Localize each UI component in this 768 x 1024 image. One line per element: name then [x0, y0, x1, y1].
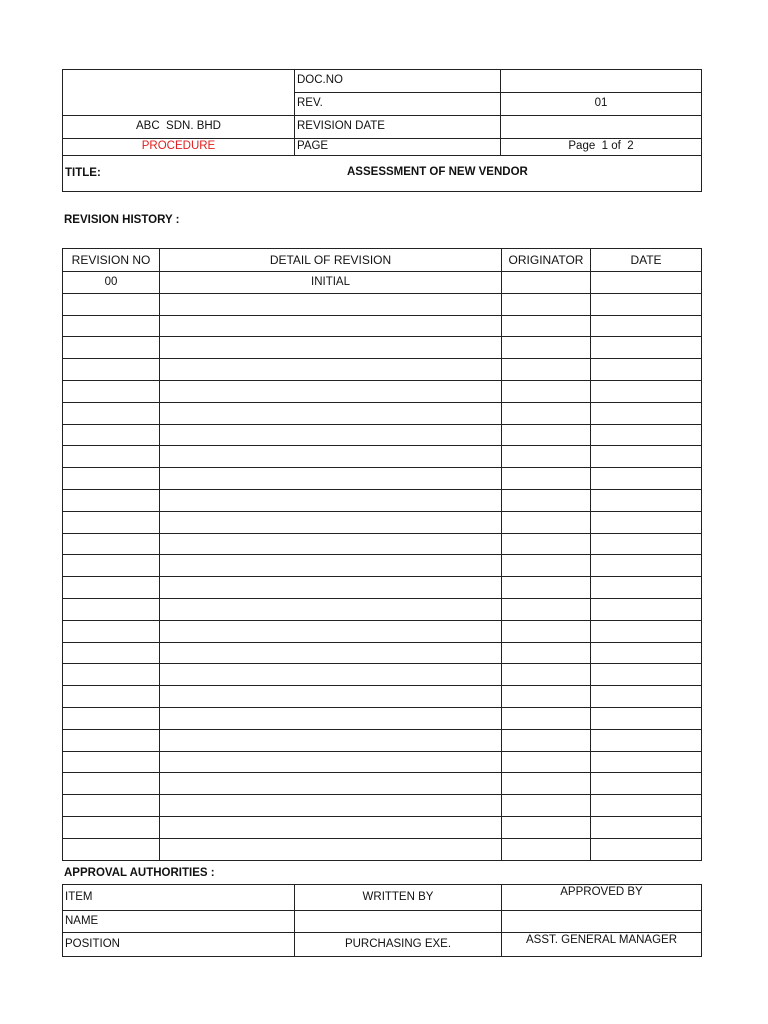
table-row [63, 315, 702, 337]
originator-cell [502, 773, 591, 795]
revision-no-cell [63, 598, 160, 620]
approval-row-position [63, 933, 702, 957]
approval-position-label: POSITION [63, 933, 295, 957]
date-cell [591, 773, 702, 795]
revision-no-cell [63, 555, 160, 577]
approval-item-label: ITEM [63, 885, 295, 911]
approval-written-by-position: PURCHASING EXE. [295, 933, 502, 957]
detail-of-revision-cell [160, 620, 502, 642]
revision-rows [63, 272, 702, 861]
table-row [63, 577, 702, 599]
date-cell [591, 642, 702, 664]
document-title: ASSESSMENT OF NEW VENDOR [347, 166, 528, 178]
approval-authorities-label: APPROVAL AUTHORITIES : [64, 867, 215, 879]
revision-no-cell [63, 773, 160, 795]
detail-of-revision-cell [160, 598, 502, 620]
table-row [63, 424, 702, 446]
revision-no-cell [63, 795, 160, 817]
originator-cell [502, 359, 591, 381]
table-row [63, 686, 702, 708]
revision-no-cell [63, 838, 160, 860]
approval-approved-by-header: APPROVED BY [502, 885, 702, 911]
date-cell [591, 402, 702, 424]
detail-of-revision-cell [160, 446, 502, 468]
originator-cell [502, 337, 591, 359]
approval-table [62, 884, 702, 957]
page-value: Page 1 of 2 [501, 139, 702, 156]
detail-of-revision-cell [160, 380, 502, 402]
table-row [63, 293, 702, 315]
originator-cell [502, 795, 591, 817]
date-cell [591, 816, 702, 838]
date-cell [591, 686, 702, 708]
rev-value: 01 [501, 93, 702, 116]
table-row [63, 468, 702, 490]
title-cell [63, 156, 702, 192]
originator-cell [502, 533, 591, 555]
originator-cell [502, 402, 591, 424]
originator-cell [502, 380, 591, 402]
date-cell [591, 751, 702, 773]
company-name: ABC SDN. BHD [63, 116, 295, 139]
originator-cell [502, 293, 591, 315]
detail-of-revision-cell [160, 816, 502, 838]
table-row [63, 838, 702, 860]
detail-of-revision-cell [160, 686, 502, 708]
originator-cell [502, 489, 591, 511]
originator-cell [502, 577, 591, 599]
table-row [63, 533, 702, 555]
detail-of-revision-cell [160, 402, 502, 424]
date-cell [591, 598, 702, 620]
detail-of-revision-cell [160, 293, 502, 315]
table-row [63, 707, 702, 729]
detail-of-revision-cell [160, 424, 502, 446]
table-row [63, 795, 702, 817]
detail-of-revision-cell [160, 664, 502, 686]
detail-of-revision-cell [160, 511, 502, 533]
logo-cell [63, 70, 295, 116]
originator-cell [502, 751, 591, 773]
table-row [63, 272, 702, 294]
date-cell [591, 446, 702, 468]
date-cell [591, 664, 702, 686]
page-label: PAGE [295, 139, 501, 156]
table-row [63, 359, 702, 381]
revision-date-value [501, 116, 702, 139]
approval-row-name [63, 911, 702, 933]
detail-of-revision-cell [160, 468, 502, 490]
detail-of-revision-cell [160, 642, 502, 664]
detail-of-revision-cell: INITIAL [160, 272, 502, 294]
table-row [63, 816, 702, 838]
revision-no-cell [63, 729, 160, 751]
table-row [63, 642, 702, 664]
date-cell [591, 838, 702, 860]
approval-name-label: NAME [63, 911, 295, 933]
originator-cell [502, 555, 591, 577]
table-row [63, 511, 702, 533]
title-label: TITLE: [65, 166, 101, 179]
revision-history-table [62, 248, 702, 861]
date-cell [591, 533, 702, 555]
date-cell [591, 489, 702, 511]
revision-header-row [63, 249, 702, 272]
date-cell [591, 620, 702, 642]
detail-of-revision-cell [160, 489, 502, 511]
revision-date-label: REVISION DATE [295, 116, 501, 139]
detail-of-revision-cell [160, 707, 502, 729]
col-originator: ORIGINATOR [502, 249, 591, 272]
detail-of-revision-cell [160, 359, 502, 381]
date-cell [591, 315, 702, 337]
revision-no-cell [63, 533, 160, 555]
originator-cell [502, 446, 591, 468]
table-row [63, 555, 702, 577]
detail-of-revision-cell [160, 773, 502, 795]
revision-no-cell: 00 [63, 272, 160, 294]
originator-cell [502, 598, 591, 620]
date-cell [591, 272, 702, 294]
approval-written-by-header: WRITTEN BY [295, 885, 502, 911]
table-row [63, 446, 702, 468]
revision-no-cell [63, 315, 160, 337]
revision-no-cell [63, 751, 160, 773]
originator-cell [502, 468, 591, 490]
originator-cell [502, 424, 591, 446]
revision-no-cell [63, 337, 160, 359]
table-row [63, 751, 702, 773]
originator-cell [502, 686, 591, 708]
revision-no-cell [63, 446, 160, 468]
detail-of-revision-cell [160, 555, 502, 577]
doc-no-value [501, 70, 702, 93]
originator-cell [502, 620, 591, 642]
detail-of-revision-cell [160, 838, 502, 860]
revision-no-cell [63, 664, 160, 686]
originator-cell [502, 838, 591, 860]
originator-cell [502, 664, 591, 686]
date-cell [591, 729, 702, 751]
revision-no-cell [63, 707, 160, 729]
revision-no-cell [63, 359, 160, 381]
table-row [63, 598, 702, 620]
date-cell [591, 337, 702, 359]
col-detail-of-revision: DETAIL OF REVISION [160, 249, 502, 272]
revision-history-label: REVISION HISTORY : [64, 214, 180, 226]
revision-no-cell [63, 489, 160, 511]
table-row [63, 729, 702, 751]
date-cell [591, 555, 702, 577]
approval-written-by-name [295, 911, 502, 933]
revision-no-cell [63, 642, 160, 664]
date-cell [591, 468, 702, 490]
originator-cell [502, 816, 591, 838]
rev-label: REV. [295, 93, 501, 116]
detail-of-revision-cell [160, 577, 502, 599]
originator-cell [502, 729, 591, 751]
revision-no-cell [63, 424, 160, 446]
revision-no-cell [63, 816, 160, 838]
revision-no-cell [63, 620, 160, 642]
date-cell [591, 511, 702, 533]
table-row [63, 402, 702, 424]
date-cell [591, 577, 702, 599]
detail-of-revision-cell [160, 795, 502, 817]
approval-approved-by-position: ASST. GENERAL MANAGER [502, 933, 702, 957]
date-cell [591, 795, 702, 817]
date-cell [591, 380, 702, 402]
detail-of-revision-cell [160, 315, 502, 337]
table-row [63, 489, 702, 511]
doc-type: PROCEDURE [63, 139, 295, 156]
detail-of-revision-cell [160, 729, 502, 751]
originator-cell [502, 315, 591, 337]
table-row [63, 664, 702, 686]
revision-no-cell [63, 511, 160, 533]
revision-no-cell [63, 380, 160, 402]
date-cell [591, 359, 702, 381]
revision-no-cell [63, 686, 160, 708]
col-revision-no: REVISION NO [63, 249, 160, 272]
revision-no-cell [63, 577, 160, 599]
originator-cell [502, 511, 591, 533]
detail-of-revision-cell [160, 337, 502, 359]
document-header-table [62, 69, 702, 192]
date-cell [591, 293, 702, 315]
approval-row-item [63, 885, 702, 911]
detail-of-revision-cell [160, 533, 502, 555]
originator-cell [502, 642, 591, 664]
table-row [63, 620, 702, 642]
revision-no-cell [63, 293, 160, 315]
col-date: DATE [591, 249, 702, 272]
date-cell [591, 707, 702, 729]
revision-no-cell [63, 468, 160, 490]
revision-no-cell [63, 402, 160, 424]
detail-of-revision-cell [160, 751, 502, 773]
table-row [63, 380, 702, 402]
originator-cell [502, 272, 591, 294]
table-row [63, 337, 702, 359]
approval-approved-by-name [502, 911, 702, 933]
table-row [63, 773, 702, 795]
date-cell [591, 424, 702, 446]
doc-no-label: DOC.NO [295, 70, 501, 93]
originator-cell [502, 707, 591, 729]
